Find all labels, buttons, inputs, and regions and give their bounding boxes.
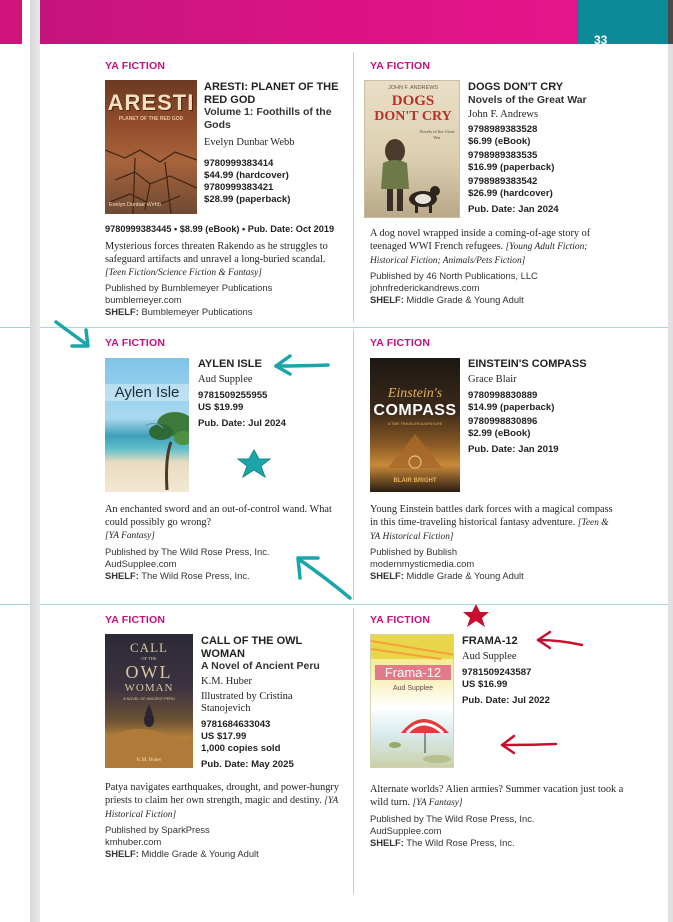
book-author: John F. Andrews <box>468 109 539 121</box>
book-illustrator: Illustrated by Cristina Stanojevich <box>201 690 293 715</box>
sales-line: 1,000 copies sold <box>201 742 281 754</box>
cover-title: DON'T CRY <box>374 109 452 124</box>
pub-date: Pub. Date: Jan 2019 <box>468 443 559 455</box>
category-tags: [YA Fantasy] <box>412 798 463 808</box>
book-title: AYLEN ISLE <box>198 358 262 370</box>
price-line: US $16.99 <box>462 678 508 690</box>
price-line: $2.99 (eBook) <box>468 427 531 439</box>
publisher-name: Published by Bublish <box>370 546 458 557</box>
category-tags: [Teen & YA Historical Fiction] <box>370 518 609 542</box>
cover-author: K.M. Huber <box>136 758 162 763</box>
teal-star-icon <box>238 450 270 477</box>
genre-label: YA FICTION <box>370 60 431 72</box>
cover-author: BLAIR BRIGHT <box>393 478 437 484</box>
isbn-line: 9781509255955 <box>198 389 268 401</box>
isbn-line: 9798989383535 <box>468 150 538 162</box>
cover-title: WOMAN <box>124 682 174 694</box>
cover-title: DOGS <box>391 93 435 109</box>
category-tags: [Young Adult Fiction; Historical Fiction; Animals/Pets Fiction] <box>370 242 588 266</box>
pub-date: Pub. Date: Jul 2022 <box>462 694 550 706</box>
isbn-line: 9780998830896 <box>468 415 538 427</box>
shelf-value: The Wild Rose Press, Inc. <box>141 570 250 582</box>
shelf-value: Middle Grade & Young Adult <box>406 294 524 306</box>
cover-title: Einstein's <box>387 386 443 401</box>
description-text: Patya navigates earthquakes, drought, and power-hungry priests to claim her own strength, magic and destiny. <box>105 782 339 806</box>
category-tags: [YA Fantasy] <box>105 531 155 541</box>
ebook-line: 9780999383445 • $8.99 (eBook) • Pub. Date: Oct 2019 <box>105 224 335 234</box>
cover-tagline: A TIME TRAVELER ADVENTURE <box>387 422 443 426</box>
price-line: $44.99 (hardcover) <box>204 170 289 182</box>
price-line: $28.99 (paperback) <box>204 194 291 206</box>
book-author: Aud Supplee <box>198 373 253 385</box>
book-title: CALL OF THE OWL WOMAN <box>201 635 303 660</box>
shelf-label: SHELF: <box>370 294 404 306</box>
book-title: ARESTI: PLANET OF THE RED GOD <box>204 81 339 106</box>
description-text: A dog novel wrapped inside a coming-of-age story of teenaged WWI French refugees. <box>370 228 591 252</box>
cover-title: COMPASS <box>373 402 457 419</box>
shelf-value: Middle Grade & Young Adult <box>406 570 524 582</box>
website-link[interactable]: AudSupplee.com <box>105 558 177 570</box>
publisher-name: Published by 46 North Publications, LLC <box>370 270 538 281</box>
cover-subtitle: PLANET OF THE RED GOD <box>118 116 184 122</box>
isbn-line: 9781684633043 <box>201 718 271 730</box>
pub-date: Pub. Date: Jan 2024 <box>468 204 559 216</box>
book-author: K.M. Huber <box>201 675 253 687</box>
shelf-label: SHELF: <box>105 570 139 582</box>
price-line: US $17.99 <box>201 730 247 742</box>
cover-title: ARESTI <box>107 90 195 115</box>
shelf-value: Bumblemeyer Publications <box>141 306 253 318</box>
isbn-line: 9798989383528 <box>468 124 538 136</box>
description-text: An enchanted sword and an out-of-control wand. What could possibly go wrong? <box>105 504 332 528</box>
isbn-line: 9781509243587 <box>462 666 532 678</box>
cover-author: Aud Supplee <box>392 685 434 692</box>
publisher-name: Published by The Wild Rose Press, Inc. <box>370 813 535 824</box>
website-link[interactable]: kmhuber.com <box>105 836 162 848</box>
book-author: Evelyn Dunbar Webb <box>204 137 295 149</box>
description-text: Young Einstein battles dark forces with a magical compass in this time-traveling historical fantasy adventure. <box>370 504 613 528</box>
teal-arrow-icon <box>276 356 328 374</box>
website-link[interactable]: bumblemeyer.com <box>105 294 182 306</box>
book-subtitle: Novels of the Great War <box>468 93 587 106</box>
cover-title: Frama-12 <box>375 665 451 680</box>
cover-subtitle: Novels of the Great War <box>419 129 455 140</box>
book-author: Aud Supplee <box>462 650 517 662</box>
isbn-line: 9798989383542 <box>468 176 538 188</box>
price-line: $16.99 (paperback) <box>468 162 555 174</box>
red-star-icon <box>463 604 489 627</box>
publisher-name: Published by Bumblemeyer Publications <box>105 282 273 293</box>
description-text: Mysterious forces threaten Rakendo as he struggles to safeguard artifacts and unravel a long-buried scandal. <box>105 241 328 265</box>
shelf-label: SHELF: <box>370 837 404 849</box>
category-tags: [YA Historical Fiction] <box>105 796 339 820</box>
price-line: $26.99 (hardcover) <box>468 188 553 200</box>
isbn-line: 9780999383421 <box>204 182 274 194</box>
publisher-name: Published by SparkPress <box>105 824 210 835</box>
cover-title: OF THE <box>141 656 157 661</box>
genre-label: YA FICTION <box>370 614 431 626</box>
isbn-line: 9780999383414 <box>204 158 274 170</box>
shelf-label: SHELF: <box>370 570 404 582</box>
teal-arrow-icon <box>298 558 350 598</box>
website-link[interactable]: modernmysticmedia.com <box>370 558 475 570</box>
isbn-line: 9780998830889 <box>468 389 538 401</box>
genre-label: YA FICTION <box>105 60 166 72</box>
page-number: 33 <box>594 33 608 47</box>
shelf-value: The Wild Rose Press, Inc. <box>406 837 515 849</box>
pub-date: Pub. Date: Jul 2024 <box>198 417 286 429</box>
website-link[interactable]: AudSupplee.com <box>370 825 442 837</box>
book-subtitle: A Novel of Ancient Peru <box>201 660 320 673</box>
book-subtitle: Volume 1: Foothills of the Gods <box>204 106 332 131</box>
teal-arrow-icon <box>56 322 88 346</box>
book-title: EINSTEIN'S COMPASS <box>468 358 587 370</box>
book-author: Grace Blair <box>468 373 517 385</box>
book-title: FRAMA-12 <box>462 635 518 647</box>
genre-label: YA FICTION <box>370 337 431 349</box>
cover-author: Evelyn Dunbar Webb <box>109 202 161 208</box>
cover-title: CALL <box>130 640 168 655</box>
book-title: DOGS DON'T CRY <box>468 81 564 93</box>
description-text: Alternate worlds? Alien armies? Summer vacation just took a wild turn. <box>370 784 624 808</box>
price-line: $14.99 (paperback) <box>468 401 555 413</box>
shelf-label: SHELF: <box>105 306 139 318</box>
website-link[interactable]: johnfrederickandrews.com <box>370 282 480 294</box>
price-line: $6.99 (eBook) <box>468 136 531 148</box>
pub-date: Pub. Date: May 2025 <box>201 758 294 770</box>
category-tags: [Teen Fiction/Science Fiction & Fantasy] <box>105 268 262 278</box>
genre-label: YA FICTION <box>105 337 166 349</box>
cover-title: OWL <box>125 662 173 682</box>
red-arrow-icon <box>538 632 582 648</box>
cover-author: JOHN F. ANDREWS <box>387 85 439 91</box>
shelf-value: Middle Grade & Young Adult <box>141 848 259 860</box>
cover-title: Aylen Isle <box>105 384 189 401</box>
cover-subtitle: A NOVEL OF ANCIENT PERU <box>123 697 175 701</box>
publisher-name: Published by The Wild Rose Press, Inc. <box>105 546 270 557</box>
shelf-label: SHELF: <box>105 848 139 860</box>
genre-label: YA FICTION <box>105 614 166 626</box>
red-arrow-icon <box>502 736 556 753</box>
price-line: US $19.99 <box>198 401 244 413</box>
